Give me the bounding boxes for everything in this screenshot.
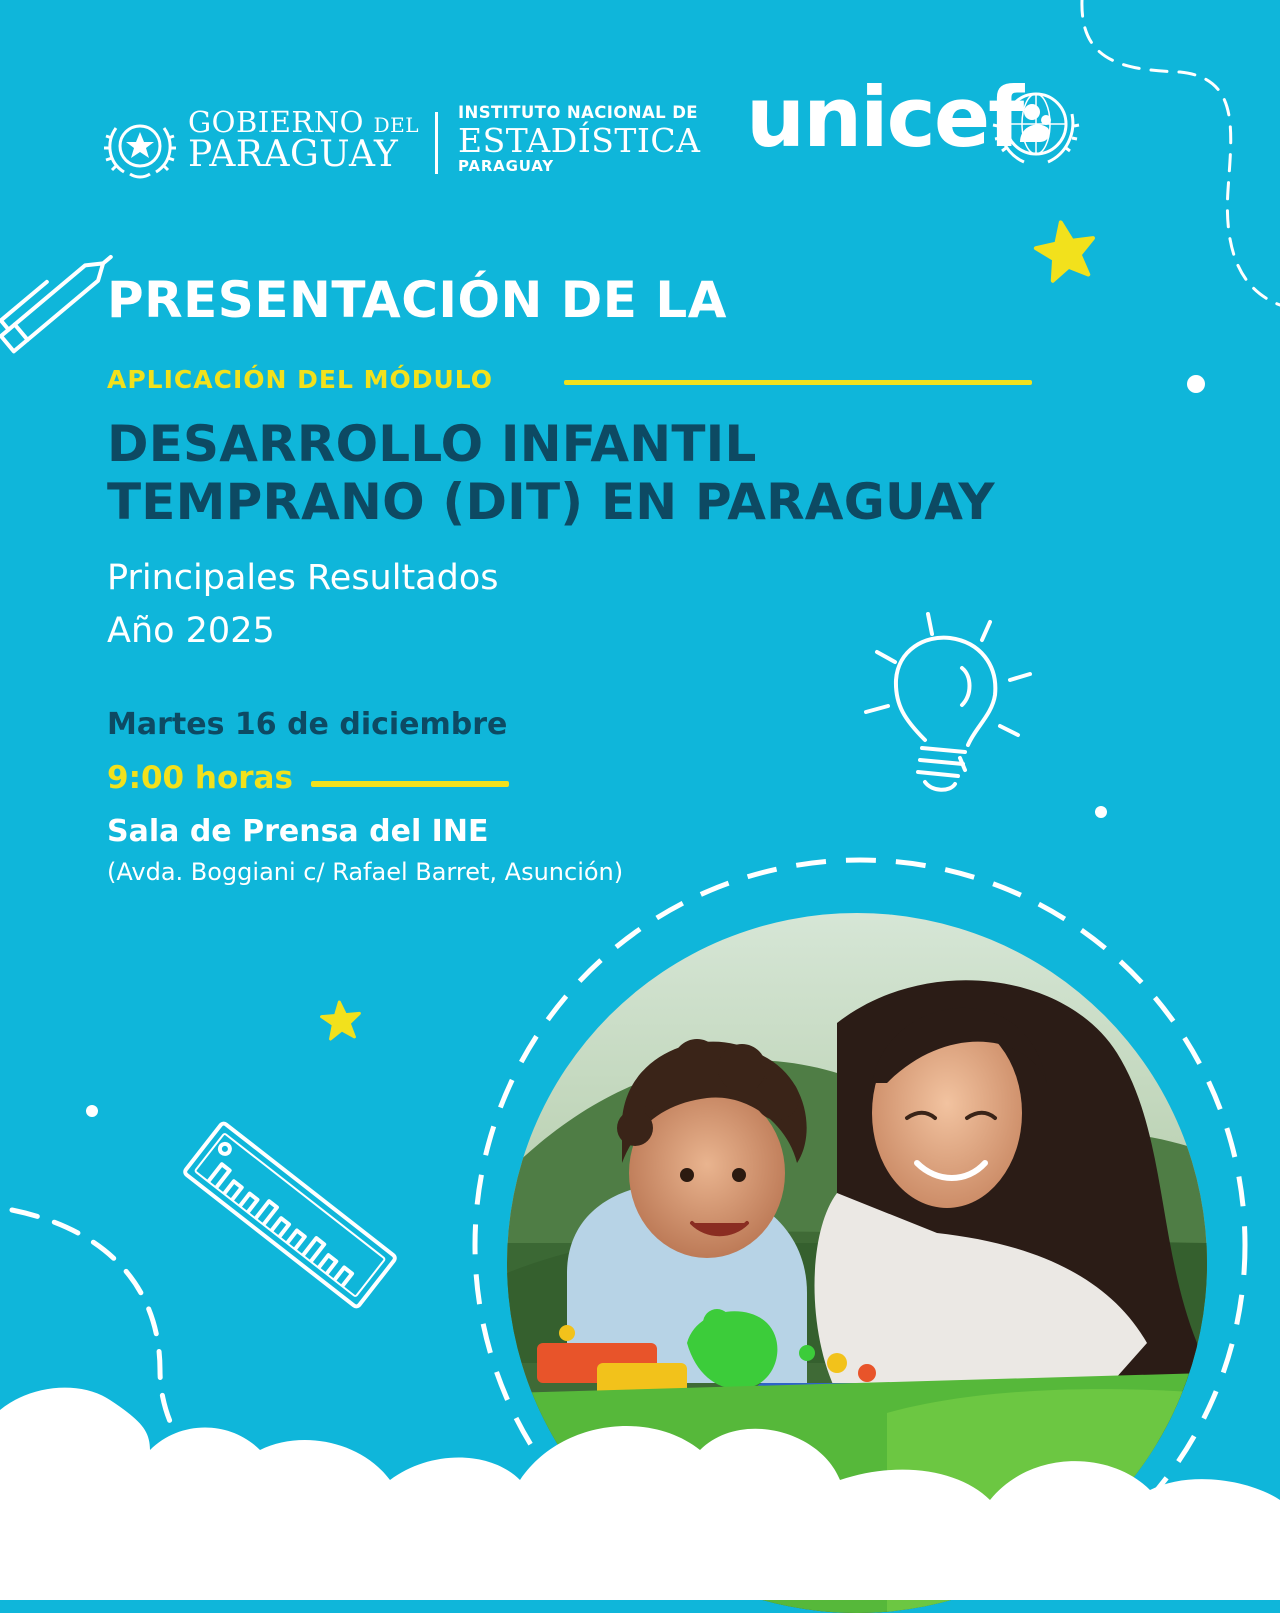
star-icon	[1032, 217, 1099, 282]
pen-icon	[0, 240, 117, 351]
sub-title: APLICACIÓN DEL MÓDULO	[107, 365, 494, 394]
government-logo-text	[188, 105, 420, 175]
results-line1: Principales Resultados	[107, 558, 499, 598]
cloud-decoration	[0, 1350, 1280, 1600]
sub-title-underline	[564, 380, 1032, 385]
ine-line3: PARAGUAY	[458, 156, 554, 175]
logo-divider	[435, 112, 438, 174]
gov-line1: GOBIERNO	[188, 105, 364, 139]
pre-title: PRESENTACIÓN DE LA	[107, 271, 727, 329]
ine-line1: INSTITUTO NACIONAL DE	[458, 103, 698, 122]
dot-decoration	[1187, 375, 1205, 393]
main-title-line1: DESARROLLO INFANTIL	[107, 415, 757, 473]
results-block	[107, 552, 499, 657]
ruler-icon	[184, 1122, 397, 1308]
event-date: Martes 16 de diciembre	[107, 707, 508, 742]
gov-line1-small: DEL	[373, 113, 420, 137]
unicef-wordmark: unicef	[746, 69, 1023, 166]
ine-line2: ESTADÍSTICA	[458, 120, 701, 160]
dashed-curve-top-right	[1082, 0, 1280, 305]
ine-logo-text	[458, 105, 700, 174]
main-title	[107, 416, 995, 531]
event-venue: Sala de Prensa del INE	[107, 814, 489, 849]
dot-decoration	[86, 1105, 98, 1117]
main-title-line2: TEMPRANO (DIT) EN PARAGUAY	[107, 472, 995, 531]
gov-line2: PARAGUAY	[188, 134, 399, 175]
results-line2: Año 2025	[107, 610, 275, 651]
dot-decoration	[1095, 806, 1107, 818]
lightbulb-icon	[866, 614, 1030, 790]
event-address: (Avda. Boggiani c/ Rafael Barret, Asunción)	[107, 858, 624, 886]
government-seal-icon	[102, 108, 178, 180]
star-icon	[320, 1000, 361, 1039]
unicef-emblem-icon	[990, 84, 1082, 170]
event-time: 9:00 horas	[107, 760, 293, 796]
event-time-underline	[311, 781, 509, 787]
